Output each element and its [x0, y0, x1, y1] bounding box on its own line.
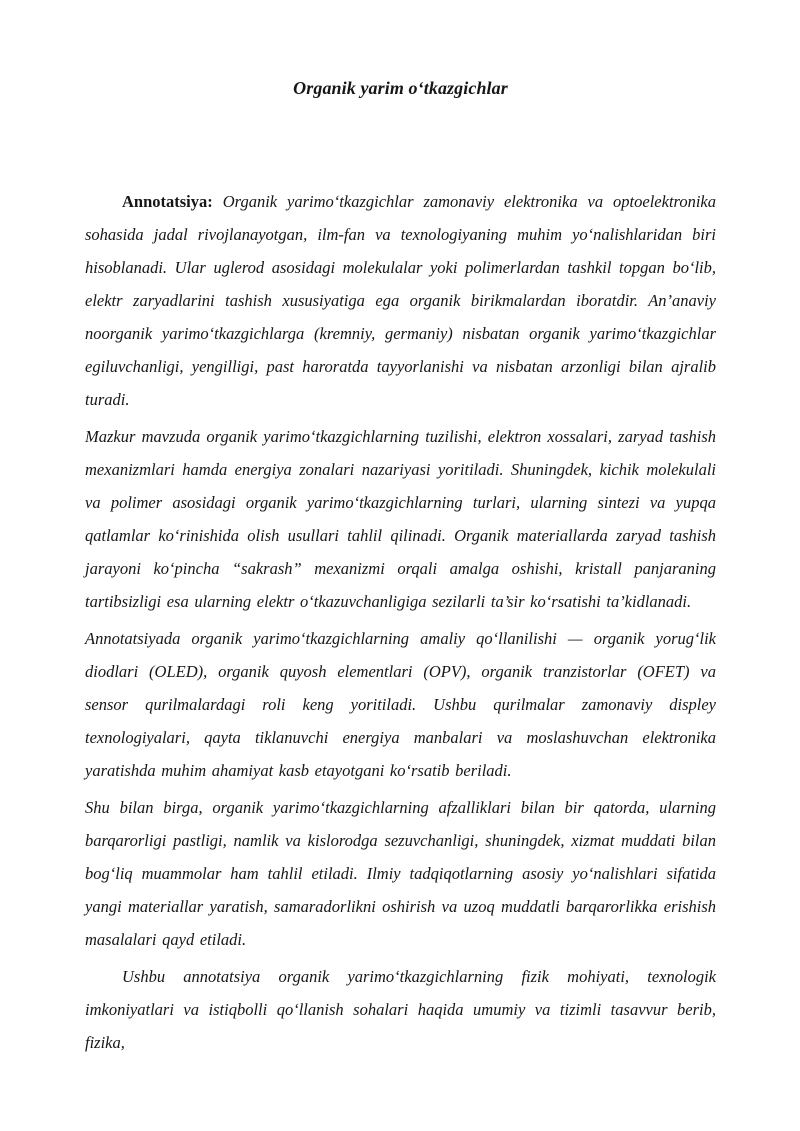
- document-title: Organik yarim oʻtkazgichlar: [293, 78, 508, 98]
- paragraph-conclusion: Ushbu annotatsiya organik yarimoʻtkazgichlarning fizik mohiyati, texnologik imkoniyatlari va istiqbolli qoʻllanish sohalari haqida umumiy va tizimli tasavvur berib, fizika,: [85, 967, 716, 1052]
- paragraph-applications: Annotatsiyada organik yarimoʻtkazgichlarning amaliy qoʻllanilishi — organik yorugʻlik diodlari (OLED), organik quyosh elementlari (OPV), organik tranzistorlar (OFET) va sensor qurilmalardagi roli keng yoritiladi. Ushbu qurilmalar zamonaviy displey texnologiyalari, qayta tiklanuvchi energiya manbalari va moslashuvchan elektronika yaratishda muhim ahamiyat kasb etayotgani koʻrsatib beriladi.: [85, 629, 716, 780]
- paragraph-topic-overview: Mazkur mavzuda organik yarimoʻtkazgichlarning tuzilishi, elektron xossalari, zaryad tashish mexanizmlari hamda energiya zonalari nazariyasi yoritiladi. Shuningdek, kichik molekulali va polimer asosidagi organik yarimoʻtkazgichlarning turlari, ularning sintezi va yupqa qatlamlar koʻrinishida olish usullari tahlil qilinadi. Organik materiallarda zaryad tashish jarayoni koʻpincha “sakrash” mexanizmi orqali amalga oshishi, kristall panjaraning tartibsizligi esa ularning elektr oʻtkazuvchanligiga sezilarli ta’sir koʻrsatishi ta’kidlanadi.: [85, 427, 716, 611]
- paragraph-annotation-text: Organik yarimoʻtkazgichlar zamonaviy elektronika va optoelektronika sohasida jadal rivojlanayotgan, ilm-fan va texnologiyaning muhim yoʻnalishlaridan biri hisoblanadi. Ular uglerod asosidagi molekulalar yoki polimerlardan tashkil topgan boʻlib, elektr zaryadlarini tashish xususiyatiga ega organik birikmalardan iboratdir. An’anaviy noorganik yarimoʻtkazgichlarga (kremniy, germaniy) nisbatan organik yarimoʻtkazgichlar egiluvchanligi, yengilligi, past haroratda tayyorlanishi va nisbatan arzonligi bilan ajralib turadi.: [85, 192, 716, 409]
- annotation-label: Annotatsiya:: [122, 192, 213, 211]
- paragraph-challenges: Shu bilan birga, organik yarimoʻtkazgichlarning afzalliklari bilan bir qatorda, ularning barqarorligi pastligi, namlik va kislorodga sezuvchanligi, shuningdek, xizmat muddati bilan bogʻliq muammolar ham tahlil etiladi. Ilmiy tadqiqotlarning asosiy yoʻnalishlari sifatida yangi materiallar yaratish, samaradorlikni oshirish va uzoq muddatli barqarorlikka erishish masalalari qayd etiladi.: [85, 798, 716, 949]
- paragraph-annotation: [85, 185, 716, 416]
- document-body: [85, 185, 716, 1059]
